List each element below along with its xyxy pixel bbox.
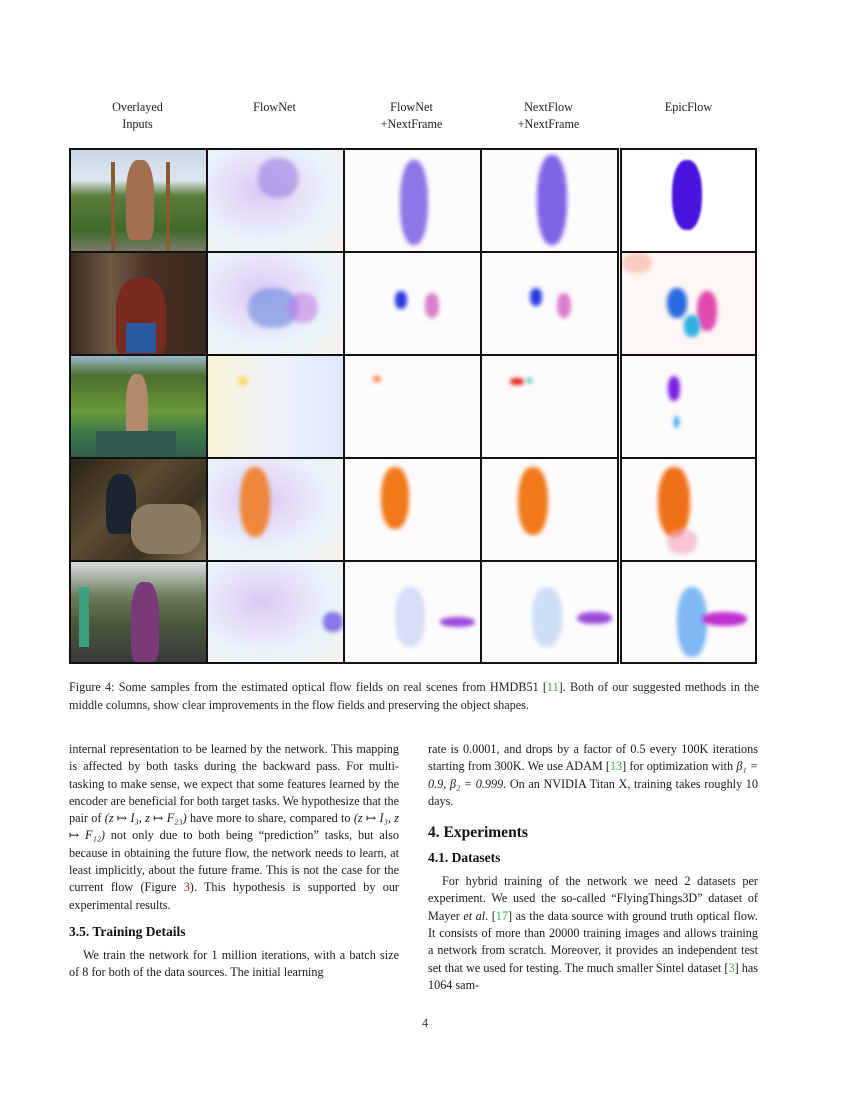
flow-flownet-nextframe-row3 [343, 354, 482, 459]
column-header-line: Overlayed [112, 100, 163, 114]
flow-nextflow-nextframe-row3 [480, 354, 619, 459]
caption-text: ]. Both of our suggested methods in the middle columns, show clear improvements in the flow fields and preserving the object shapes. [69, 680, 759, 712]
paragraph-text: ] as the data source with ground truth optical flow. It consists of more than 20000 training images and allows training a network from scratch. Moreover, it provides an independent test set that we used for testing. The much smaller Sintel dataset [ [428, 908, 758, 975]
paragraph-text: ] for optimization with [622, 759, 737, 774]
flow-flownet-row5 [206, 560, 345, 664]
paragraph-text: . On an NVIDIA Titan X, training takes roughly 10 days. [428, 776, 758, 808]
flow-nextflow-nextframe-row4 [480, 457, 619, 562]
column-header-nextflow-nextframe [480, 99, 617, 133]
paragraph-text: rate is 0.0001, and drops by a factor of 0.5 every 100K iterations starting from 300K. We use ADAM [ [428, 742, 758, 774]
flow-flownet-row4 [206, 457, 345, 562]
paragraph-text: not only due to both being “prediction” tasks, but also because in obtaining the future flow, the network needs to learn, at least implicitly, about the future frame. This is not the case for the current flow (Figure [69, 828, 399, 895]
paragraph-training: We train the network for 1 million iterations, with a batch size of 8 for both of the data sources. The initial learning [69, 947, 399, 980]
column-header-line: FlowNet [253, 100, 296, 114]
paragraph-text: ] has 1064 sam- [428, 960, 758, 992]
column-header-line: FlowNet [390, 100, 433, 114]
input-image-garden [69, 560, 208, 664]
math-expression: (z ↦ I₃, z ↦ F₁₂) [69, 811, 399, 843]
column-header-line: NextFlow [524, 100, 573, 114]
input-image-red-cloth [69, 251, 208, 356]
page-number: 4 [421, 1016, 429, 1030]
citation-link[interactable]: 17 [495, 908, 508, 923]
flow-epicflow-row1 [620, 148, 757, 253]
flow-nextflow-nextframe-row2 [480, 251, 619, 356]
figure-image-grid [69, 148, 757, 664]
column-header-flownet [206, 99, 343, 116]
citation-link[interactable]: 13 [609, 759, 623, 774]
column-header-line: +NextFrame [517, 117, 580, 131]
figure-reference-link[interactable]: 3 [183, 880, 190, 895]
figure-column-headers [69, 99, 757, 139]
flow-flownet-nextframe-row1 [343, 148, 482, 253]
flow-epicflow-row3 [620, 354, 757, 459]
figure-caption [69, 679, 759, 714]
right-text-column [428, 741, 758, 994]
flow-epicflow-row2 [620, 251, 757, 356]
subsection-heading-datasets: 4.1. Datasets [428, 850, 501, 866]
flow-nextflow-nextframe-row1 [480, 148, 619, 253]
flow-nextflow-nextframe-row5 [480, 560, 619, 664]
math-expression: β₁ = 0.9, β₂ = 0.999 [428, 759, 759, 791]
flow-flownet-nextframe-row2 [343, 251, 482, 356]
column-header-overlayed-inputs [69, 99, 206, 133]
flow-flownet-nextframe-row4 [343, 457, 482, 562]
flow-flownet-row2 [206, 251, 345, 356]
citation-link[interactable]: 11 [546, 680, 559, 694]
caption-text: Figure 4: Some samples from the estimated optical flow fields on real scenes from HMDB51 [ [69, 680, 547, 694]
section-heading-training-details: 3.5. Training Details [69, 923, 186, 939]
column-header-flownet-nextframe [343, 99, 480, 133]
column-header-epicflow [620, 99, 757, 116]
citation-link[interactable]: 3 [728, 960, 735, 975]
paragraph-text: internal representation to be learned by the network. This mapping is affected by both tasks during the backward pass. For multi-tasking to make sense, we expect that some features learned by the encoder are beneficial for both target tasks. We hypothesize that the pair of [69, 742, 399, 826]
flow-epicflow-row5 [620, 560, 757, 664]
paragraph-multitask-hypothesis [69, 741, 399, 914]
column-header-line: EpicFlow [664, 100, 713, 114]
paragraph-text: ). This hypothesis is supported by our experimental results. [69, 880, 399, 912]
flow-flownet-row3 [206, 354, 345, 459]
paragraph-text: For hybrid training of the network we need 2 datasets per experiment. We used the so-called “FlyingThings3D” dataset of Mayer [428, 874, 758, 923]
column-header-line: +NextFrame [380, 117, 443, 131]
flow-epicflow-row4 [620, 457, 757, 562]
input-image-baseball [69, 354, 208, 459]
math-expression: (z ↦ I₃, z ↦ F₂₃) [104, 811, 187, 826]
input-image-pullups [69, 148, 208, 253]
paragraph-text: . [ [485, 908, 496, 923]
flow-flownet-nextframe-row5 [343, 560, 482, 664]
paragraph-learning-rate [428, 741, 758, 810]
paragraph-datasets [428, 873, 758, 994]
paragraph-text: have more to share, compared to [186, 811, 354, 826]
flow-flownet-row1 [206, 148, 345, 253]
column-header-line: Inputs [122, 117, 153, 131]
paragraph-text: et al [463, 908, 486, 923]
section-heading-experiments: 4. Experiments [428, 824, 528, 842]
input-image-living-room [69, 457, 208, 562]
left-text-column [69, 741, 399, 982]
